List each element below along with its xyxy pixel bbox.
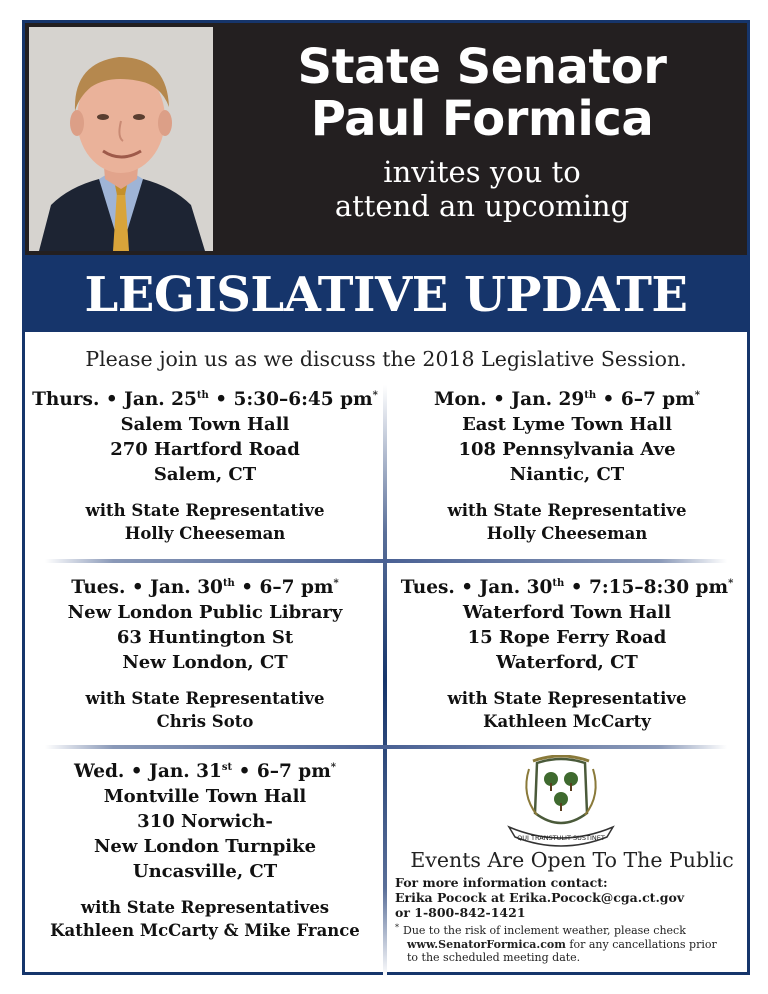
event-address-line: New London, CT [122,652,288,673]
contact-email-line[interactable]: Erika Pocock at Erika.Pocock@cga.ct.gov [395,890,685,905]
event-address-line: Salem, CT [153,464,257,485]
event-card-waterford [391,575,743,733]
website-link[interactable]: www.SenatorFormica.com [407,937,566,951]
event-address-line: 63 Huntington St [116,627,294,648]
subtitle-line-2: attend an upcoming [334,189,630,223]
event-address-line: New London Turnpike [93,836,317,857]
event-representative [391,499,743,545]
event-address-line: 108 Pennsylvania Ave [458,439,676,460]
rep-label: with State Representative [85,689,325,708]
header-text [221,23,743,255]
contact-heading: For more information contact: [395,875,608,890]
event-venue: New London Public Library [67,602,343,623]
event-date: Mon. • Jan. 29th • 6–7 pm* [433,389,700,410]
title-line-2: Paul Formica [310,91,654,147]
senator-photo [29,27,213,251]
flyer [22,20,750,975]
event-card-salem [29,387,381,545]
title-line-1: State Senator [297,39,667,95]
rep-label: with State Representative [447,501,687,520]
event-card-east-lyme [391,387,743,545]
event-card-new-london [29,575,381,733]
rep-name: Holly Cheeseman [124,524,286,543]
event-venue: Montville Town Hall [103,786,307,807]
event-venue: East Lyme Town Hall [462,414,672,435]
rep-label: with State Representative [447,689,687,708]
rep-label: with State Representatives [80,898,330,917]
event-venue: Waterford Town Hall [462,602,672,623]
event-representative [29,896,381,942]
svg-text:QUI TRANSTULIT SUSTINET: QUI TRANSTULIT SUSTINET [517,834,605,842]
header [25,23,747,255]
event-address-line: Niantic, CT [509,464,625,485]
note-text: Due to the risk of inclement weather, please check [403,924,686,937]
subtitle-line-1: invites you to [383,155,581,189]
events-open-to-public: Events Are Open To The Public [410,848,734,872]
intro-text: Please join us as we discuss the 2018 Legislative Session. [85,347,687,371]
grid-divider-vertical [383,385,387,977]
event-representative [29,687,381,733]
legislative-update-banner: LEGISLATIVE UPDATE [25,255,747,335]
event-address-line: 310 Norwich- [137,811,273,832]
senator-portrait-icon [29,27,213,251]
event-date: Tues. • Jan. 30th • 6–7 pm* [71,577,339,598]
grid-divider-horizontal-2 [45,745,727,749]
event-representative [391,687,743,733]
event-date: Tues. • Jan. 30th • 7:15–8:30 pm* [400,577,734,598]
event-representative [29,499,381,545]
rep-name: Chris Soto [156,712,254,731]
rep-label: with State Representative [85,501,325,520]
rep-name: Kathleen McCarty & Mike France [50,921,360,940]
note-text: for any cancellations prior [565,937,717,951]
note-line-3: to the scheduled meeting date. [407,951,581,964]
event-address-line: 15 Rope Ferry Road [467,627,667,648]
contact-info [395,875,745,920]
event-card-montville [29,759,381,942]
rep-name: Kathleen McCarty [483,712,651,731]
event-address-line: Uncasville, CT [132,861,278,882]
event-date: Wed. • Jan. 31st • 6–7 pm* [73,761,337,782]
rep-name: Holly Cheeseman [486,524,648,543]
note-line-1 [395,921,745,938]
event-address-line: 270 Hartford Road [110,439,300,460]
contact-phone-line[interactable]: or 1-800-842-1421 [395,905,526,920]
event-address-line: Waterford, CT [496,652,638,673]
event-venue: Salem Town Hall [120,414,290,435]
weather-note [395,921,745,965]
grid-divider-horizontal-1 [45,559,727,563]
note-asterisk: * [395,923,399,932]
note-line-2 [395,938,745,952]
event-date: Thurs. • Jan. 25th • 5:30–6:45 pm* [32,389,378,410]
connecticut-state-seal-icon [503,755,619,851]
